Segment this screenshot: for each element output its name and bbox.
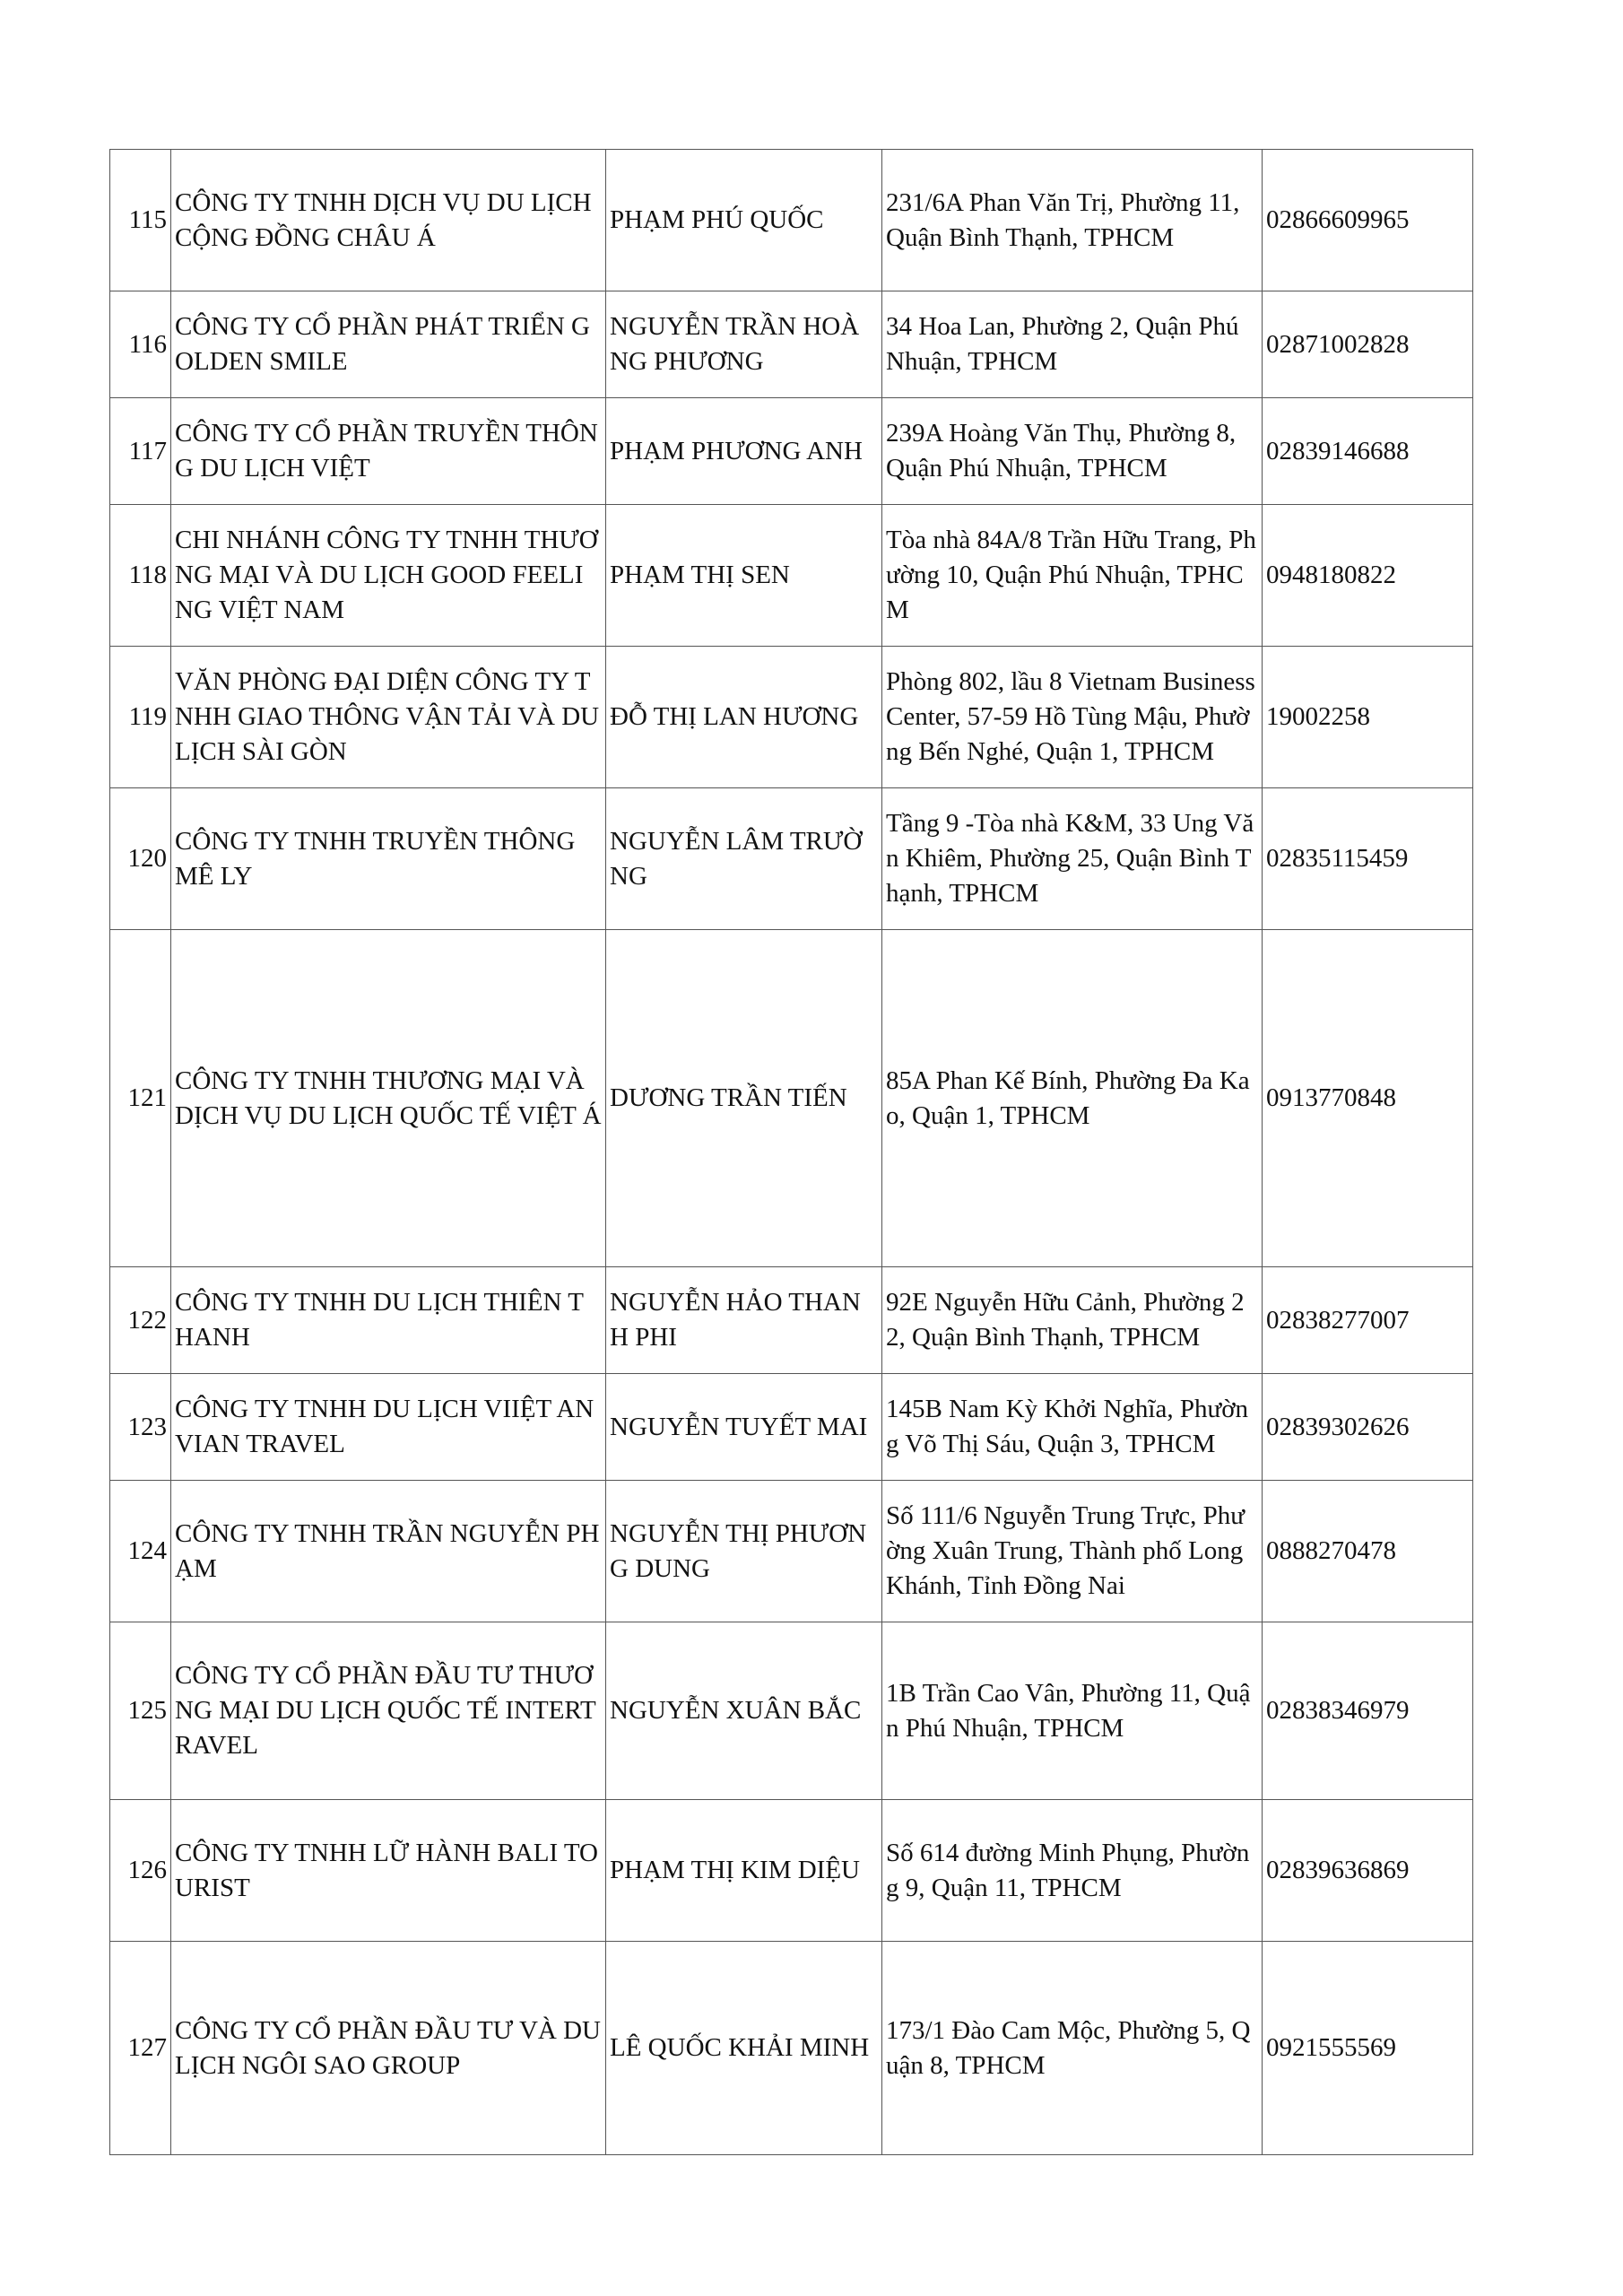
company-name: CÔNG TY TNHH LỮ HÀNH BALI TOURIST: [171, 1800, 606, 1942]
company-name: CÔNG TY TNHH DỊCH VỤ DU LỊCH CỘNG ĐỒNG CHÂU Á: [171, 150, 606, 291]
company-name: CÔNG TY CỔ PHẦN ĐẦU TƯ THƯƠNG MẠI DU LỊCH QUỐC TẾ INTERTRAVEL: [171, 1622, 606, 1800]
company-name: VĂN PHÒNG ĐẠI DIỆN CÔNG TY TNHH GIAO THÔNG VẬN TẢI VÀ DU LỊCH SÀI GÒN: [171, 647, 606, 788]
row-number: 119: [110, 647, 171, 788]
address: 85A Phan Kế Bính, Phường Đa Kao, Quận 1, TPHCM: [882, 930, 1263, 1267]
phone-number: 0948180822: [1263, 505, 1473, 647]
address: 92E Nguyễn Hữu Cảnh, Phường 22, Quận Bình Thạnh, TPHCM: [882, 1267, 1263, 1374]
address: 34 Hoa Lan, Phường 2, Quận Phú Nhuận, TPHCM: [882, 291, 1263, 398]
row-number: 121: [110, 930, 171, 1267]
address: 1B Trần Cao Vân, Phường 11, Quận Phú Nhuận, TPHCM: [882, 1622, 1263, 1800]
company-name: CÔNG TY CỔ PHẦN PHÁT TRIỂN GOLDEN SMILE: [171, 291, 606, 398]
table-row: [110, 788, 1473, 930]
table-row: [110, 1267, 1473, 1374]
phone-number: 0913770848: [1263, 930, 1473, 1267]
address: Số 111/6 Nguyễn Trung Trực, Phường Xuân Trung, Thành phố Long Khánh, Tỉnh Đồng Nai: [882, 1481, 1263, 1622]
company-name: CHI NHÁNH CÔNG TY TNHH THƯƠNG MẠI VÀ DU LỊCH GOOD FEELING VIỆT NAM: [171, 505, 606, 647]
company-name: CÔNG TY TNHH TRẦN NGUYỄN PHẠM: [171, 1481, 606, 1622]
address: Phòng 802, lầu 8 Vietnam Business Center, 57-59 Hồ Tùng Mậu, Phường Bến Nghé, Quận 1, TPHCM: [882, 647, 1263, 788]
representative-name: LÊ QUỐC KHẢI MINH: [606, 1942, 882, 2155]
phone-number: 0921555569: [1263, 1942, 1473, 2155]
row-number: 115: [110, 150, 171, 291]
row-number: 117: [110, 398, 171, 505]
address: 239A Hoàng Văn Thụ, Phường 8, Quận Phú Nhuận, TPHCM: [882, 398, 1263, 505]
table-row: [110, 1374, 1473, 1481]
row-number: 122: [110, 1267, 171, 1374]
table-row: [110, 1942, 1473, 2155]
table-row: [110, 1800, 1473, 1942]
phone-number: 19002258: [1263, 647, 1473, 788]
address: Tòa nhà 84A/8 Trần Hữu Trang, Phường 10, Quận Phú Nhuận, TPHCM: [882, 505, 1263, 647]
phone-number: 02871002828: [1263, 291, 1473, 398]
representative-name: PHẠM THỊ SEN: [606, 505, 882, 647]
representative-name: PHẠM PHÚ QUỐC: [606, 150, 882, 291]
representative-name: PHẠM PHƯƠNG ANH: [606, 398, 882, 505]
company-name: CÔNG TY CỔ PHẦN TRUYỀN THÔNG DU LỊCH VIỆT: [171, 398, 606, 505]
table-row: [110, 1481, 1473, 1622]
representative-name: NGUYỄN THỊ PHƯƠNG DUNG: [606, 1481, 882, 1622]
travel-companies-table: [109, 149, 1473, 2155]
table-row: [110, 291, 1473, 398]
address: Số 614 đường Minh Phụng, Phường 9, Quận 11, TPHCM: [882, 1800, 1263, 1942]
table-row: [110, 930, 1473, 1267]
table-row: [110, 398, 1473, 505]
row-number: 118: [110, 505, 171, 647]
phone-number: 02838346979: [1263, 1622, 1473, 1800]
table-row: [110, 647, 1473, 788]
address: 145B Nam Kỳ Khởi Nghĩa, Phường Võ Thị Sáu, Quận 3, TPHCM: [882, 1374, 1263, 1481]
table-row: [110, 1622, 1473, 1800]
row-number: 126: [110, 1800, 171, 1942]
row-number: 127: [110, 1942, 171, 2155]
address: 173/1 Đào Cam Mộc, Phường 5, Quận 8, TPHCM: [882, 1942, 1263, 2155]
row-number: 123: [110, 1374, 171, 1481]
table-row: [110, 150, 1473, 291]
phone-number: 02839636869: [1263, 1800, 1473, 1942]
row-number: 124: [110, 1481, 171, 1622]
company-name: CÔNG TY CỔ PHẦN ĐẦU TƯ VÀ DU LỊCH NGÔI SAO GROUP: [171, 1942, 606, 2155]
phone-number: 0888270478: [1263, 1481, 1473, 1622]
row-number: 116: [110, 291, 171, 398]
representative-name: PHẠM THỊ KIM DIỆU: [606, 1800, 882, 1942]
representative-name: NGUYỄN LÂM TRƯỜNG: [606, 788, 882, 930]
company-name: CÔNG TY TNHH THƯƠNG MẠI VÀ DỊCH VỤ DU LỊCH QUỐC TẾ VIỆT Á: [171, 930, 606, 1267]
representative-name: NGUYỄN XUÂN BẮC: [606, 1622, 882, 1800]
company-name: CÔNG TY TNHH DU LỊCH THIÊN THANH: [171, 1267, 606, 1374]
phone-number: 02839302626: [1263, 1374, 1473, 1481]
representative-name: NGUYỄN TUYẾT MAI: [606, 1374, 882, 1481]
representative-name: DƯƠNG TRẦN TIẾN: [606, 930, 882, 1267]
row-number: 120: [110, 788, 171, 930]
representative-name: NGUYỄN TRẦN HOÀNG PHƯƠNG: [606, 291, 882, 398]
phone-number: 02866609965: [1263, 150, 1473, 291]
table-row: [110, 505, 1473, 647]
phone-number: 02839146688: [1263, 398, 1473, 505]
company-name: CÔNG TY TNHH TRUYỀN THÔNG MÊ LY: [171, 788, 606, 930]
representative-name: NGUYỄN HẢO THANH PHI: [606, 1267, 882, 1374]
company-name: CÔNG TY TNHH DU LỊCH VIIỆT AN VIAN TRAVEL: [171, 1374, 606, 1481]
phone-number: 02838277007: [1263, 1267, 1473, 1374]
phone-number: 02835115459: [1263, 788, 1473, 930]
row-number: 125: [110, 1622, 171, 1800]
address: 231/6A Phan Văn Trị, Phường 11, Quận Bình Thạnh, TPHCM: [882, 150, 1263, 291]
address: Tầng 9 -Tòa nhà K&M, 33 Ung Văn Khiêm, Phường 25, Quận Bình Thạnh, TPHCM: [882, 788, 1263, 930]
representative-name: ĐỖ THỊ LAN HƯƠNG: [606, 647, 882, 788]
